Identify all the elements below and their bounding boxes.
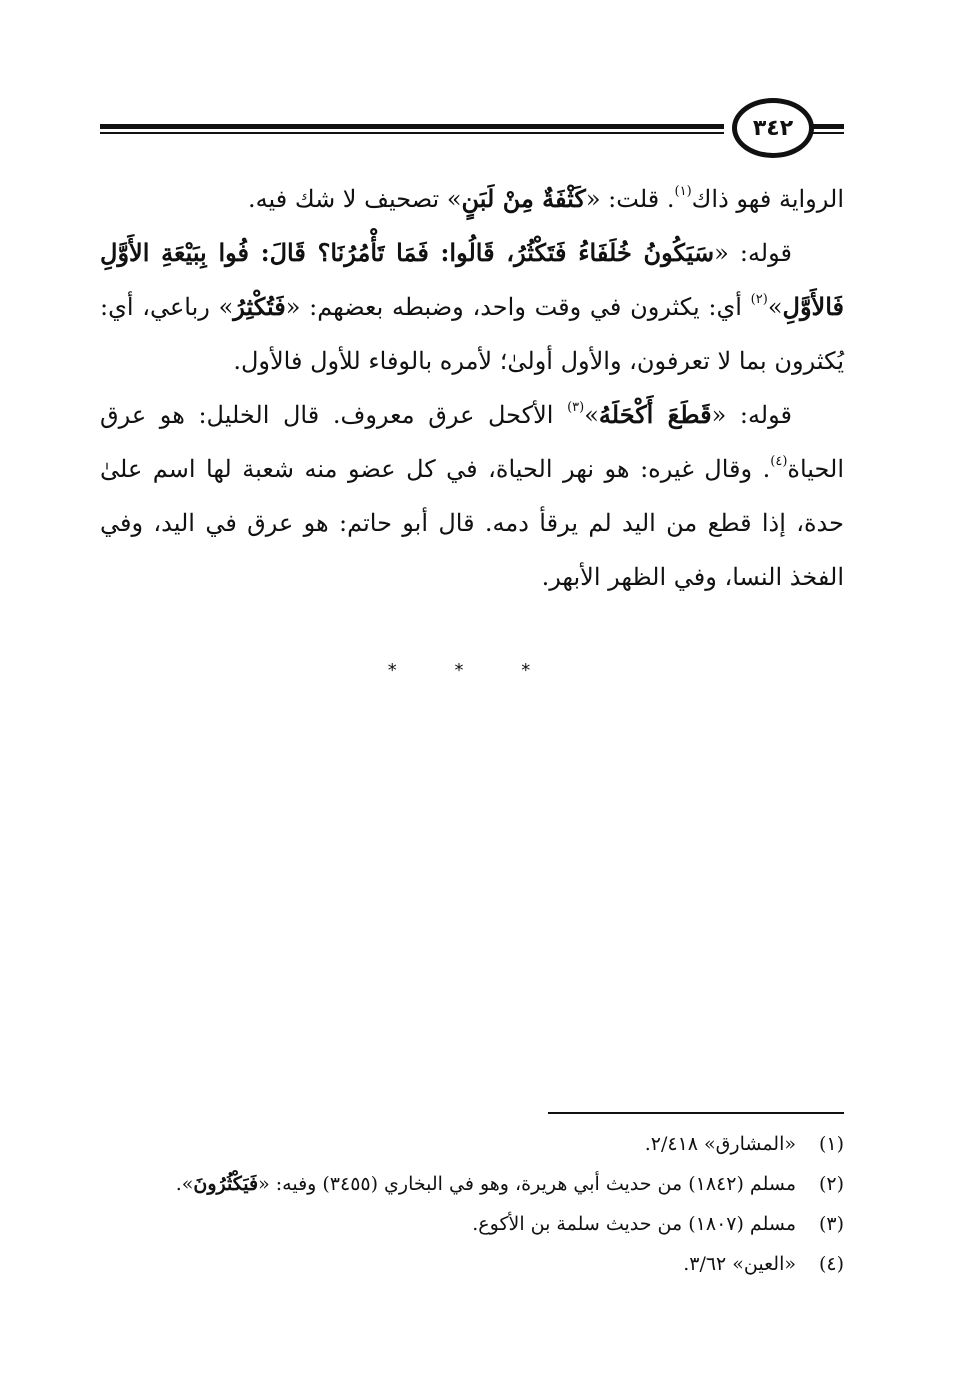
footnote-text xyxy=(472,1204,796,1244)
text-run: قوله: « xyxy=(714,239,792,267)
paragraph-1 xyxy=(100,172,844,226)
text-run: «المشارق» ٢/٤١٨. xyxy=(644,1133,796,1155)
footnote-number: (٣) xyxy=(818,1213,844,1235)
text-run: » تصحيف لا شك فيه. xyxy=(248,185,462,213)
main-text xyxy=(100,172,844,604)
quoted-text: قَطَعَ أَكْحَلَهُ xyxy=(598,400,712,429)
footnotes xyxy=(100,1124,844,1284)
text-run: » xyxy=(584,401,599,429)
text-run: مسلم (١٨٠٧) من حديث سلمة بن الأكوع. xyxy=(472,1213,796,1235)
footnote-text xyxy=(176,1164,796,1204)
page-header xyxy=(100,98,844,164)
quoted-text: كَثْفَةٌ مِنْ لَبَنٍ xyxy=(461,184,586,213)
footnote-ref: (٤) xyxy=(770,454,788,469)
header-rule-right xyxy=(810,124,844,129)
text-run: أي: يكثرون في وقت واحد، وضبطه بعضهم: « xyxy=(285,293,751,321)
quoted-text: سَيَكُونُ خُلَفَاءُ فَتَكْثُرُ، قَالُوا: فَمَا تَأْمُرُنَا؟ قَالَ: فُوا بِبَيْعَةِ الأَوَّلِ فَالأَوَّلِ xyxy=(100,238,844,321)
text-run: » رباعي، أي: يُكثرون بما لا تعرفون، والأول أولىٰ؛ لأمره بالوفاء للأول فالأول. xyxy=(100,293,844,375)
page-number: ٣٤٢ xyxy=(732,98,814,158)
header-rule xyxy=(100,124,724,129)
footnote-number: (٢) xyxy=(818,1173,844,1195)
header-rule-thin xyxy=(100,132,724,134)
quoted-text: فَتُكْثِرُ xyxy=(233,292,286,321)
text-run: » xyxy=(767,293,783,321)
text-run: قوله: « xyxy=(711,401,792,429)
footnote-3 xyxy=(100,1204,844,1244)
footnote-rule xyxy=(548,1112,844,1114)
text-run: الأكحل عرق معروف. قال الخليل: هو عرق الحياة xyxy=(100,401,844,483)
text-run: . قلت: « xyxy=(585,185,675,213)
text-run: مسلم (١٨٤٢) من حديث أبي هريرة، وهو في البخاري (٣٤٥٥) وفيه: « xyxy=(258,1173,796,1195)
footnote-text xyxy=(645,1124,796,1164)
text-run: «العين» ٣/٦٢. xyxy=(683,1253,796,1275)
footnote-number: (١) xyxy=(818,1133,844,1155)
footnote-4 xyxy=(100,1244,844,1284)
section-separator: * * * xyxy=(387,660,557,681)
footnote-2 xyxy=(100,1164,844,1204)
footnote-text xyxy=(683,1244,796,1284)
quoted-text: فَيَكْثُرُونَ xyxy=(193,1173,259,1195)
paragraph-3 xyxy=(100,388,844,604)
footnote-1 xyxy=(100,1124,844,1164)
text-run: . وقال غيره: هو نهر الحياة، في كل عضو منه شعبة لها اسم علىٰ حدة، إذا قطع من اليد لم يرقأ دمه. قال أبو حاتم: هو عرق في اليد، وفي الفخذ النسا، وفي الظهر الأبهر. xyxy=(100,455,844,591)
text-run: الرواية فهو ذاك xyxy=(691,185,844,213)
footnote-ref: (١) xyxy=(674,184,692,199)
header-rule-right-thin xyxy=(810,132,844,134)
text-run: ». xyxy=(175,1173,194,1195)
footnote-ref: (٢) xyxy=(750,292,768,307)
footnote-number: (٤) xyxy=(818,1253,844,1275)
paragraph-2 xyxy=(100,226,844,388)
footnote-ref: (٣) xyxy=(567,400,585,415)
